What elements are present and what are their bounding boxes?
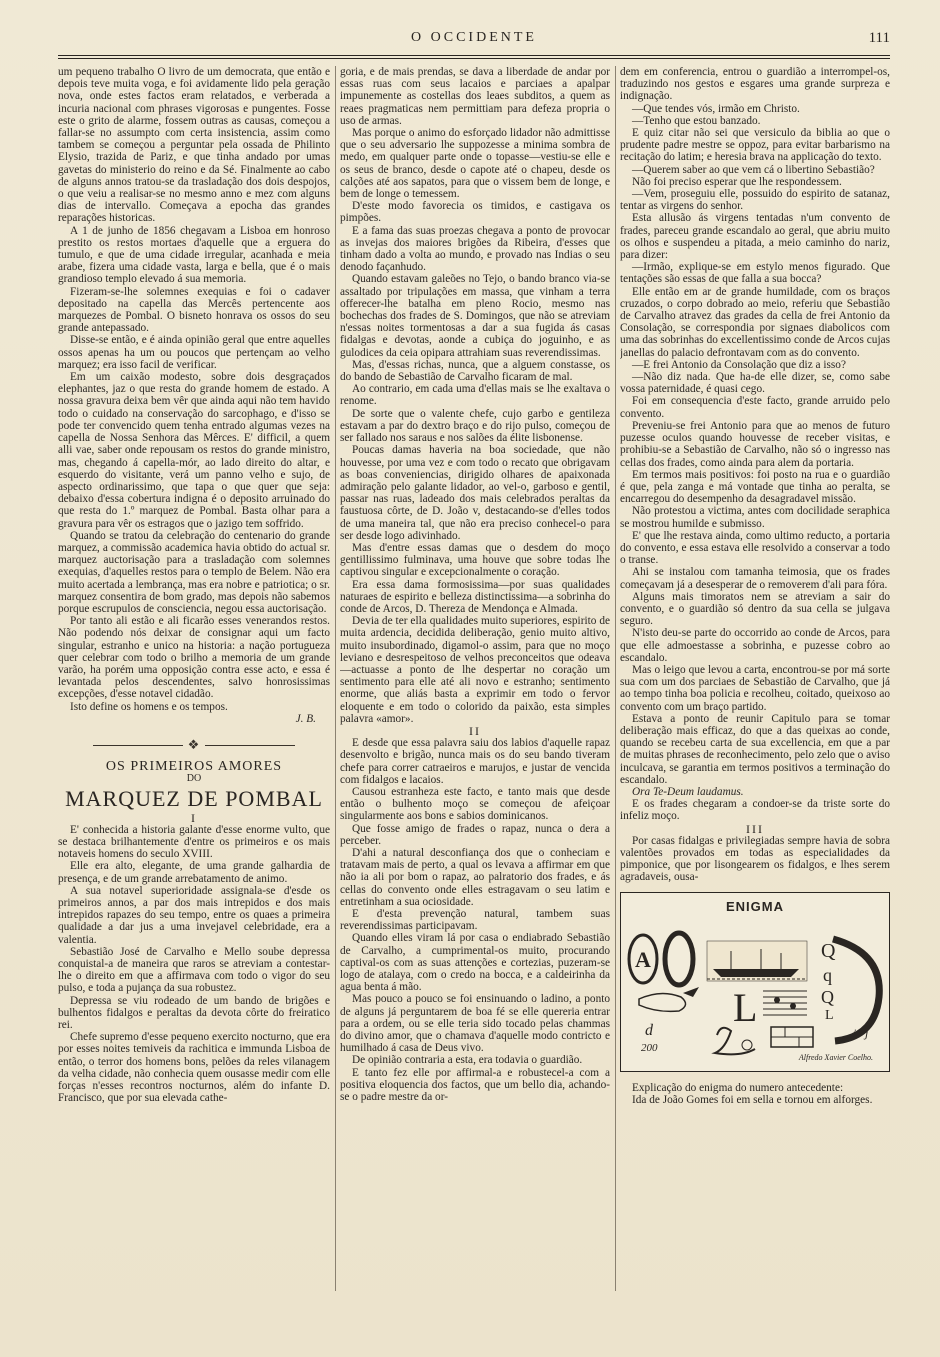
rebus-letter-d-small: d xyxy=(645,1021,653,1039)
enigma-credit: Alfredo Xavier Coelho. xyxy=(798,1053,873,1063)
paragraph: Quando se tratou da celebração do centenario do grande marquez, a commissão academica havia obtido do actual sr. marquez auctorisação para a trasladação com solemnes exequias, d'aquelles restos para o templo de Belem. Não era muito acertada a lembrança, mas era nobre e patriotica; o sr. marquez consentira de bom grado, mas depois não sabemos porque escrupulos de consciencia, negou essa auctorisação. xyxy=(58,529,330,615)
paragraph: E a fama das suas proezas chegava a ponto de provocar as invejas dos maiores brigões da Ribeira, d'esses que tinham dado a volta ao mundo, e provado nas Indias o seu denodo façanhudo. xyxy=(340,224,610,274)
publication-title: O OCCIDENTE xyxy=(411,30,537,45)
paragraph: Mas d'entre essas damas que o desdem do moço gentillissimo fulminava, uma houve que sobre todas lhe captivou singular e excepcionalmente o coração. xyxy=(340,541,610,579)
paragraph: Por casas fidalgas e privilegiadas sempre havia de sobra valentões provados em todas as especialidades da pimponice, que por lisongearem os fidalgos, e lhes serem agradaveis, ousa- xyxy=(620,834,890,884)
paragraph: Foi em consequencia d'este facto, grande arruido pelo convento. xyxy=(620,395,890,420)
section-number: III xyxy=(746,821,764,836)
paragraph: Ao contrario, em cada uma d'ellas mais se lhe exaltava o renome. xyxy=(340,383,610,408)
ship-hull-icon xyxy=(713,969,799,977)
paragraph: E' conhecida a historia galante d'esse enorme vulto, que se destaca brilhantemente d'entre os primeiros e os mais notaveis homens do seculo XVIII. xyxy=(58,823,330,861)
paragraph: N'isto deu-se parte do occorrido ao conde de Arcos, para que elle admoestasse a sobrinha, e puzesse cobro ao escandalo. xyxy=(620,627,890,664)
rebus-letter-j: j xyxy=(865,1025,869,1040)
paragraph: De opinião contraria a esta, era todavia o guardião. xyxy=(352,1054,583,1067)
section-number: II xyxy=(469,723,481,738)
rebus-letter-q: Q xyxy=(821,939,836,962)
paragraph: um pequeno trabalho O livro de um democrata, que então e depois teve muita voga, e foi avidamente lido pela geração nova, onde estes factos eram relatados, e verberada a incuria nacional com phrases vigorosas e pungentes. Fosse este o grito de alarme, fossem outras as causas, começou a fallar-se no assumpto com certa insistencia, assim como tambem se começou a perguntar pela ossada de Philinto Elysio, trazida de Pariz, e que tinha andado por umas gavetas do ministerio do reino e da Sé. Finalmente ao cabo de alguns annos tratou-se da trasladação dos dois despojos, o que veiu a realisar-se no mesmo anno e mez com alguns dias de intervallo. Começava a epocha das grandes reparações historicas. xyxy=(58,66,330,225)
paragraph: goria, e de mais prendas, se dava a liberdade de andar por essas ruas com seus lacaios e parciaes a apalpar impunemente as costellas dos leaes subditos, a quem as reaes pragmaticas nem permittiam para defeza propria o uso de armas. xyxy=(340,66,610,127)
paragraph: Não protestou a victima, antes com docilidade seraphica se mostrou humilde e submisso. xyxy=(620,505,890,530)
article-pretitle: OS PRIMEIROS AMORES xyxy=(105,759,283,775)
paragraph: Quando elles viram lá por casa o endiabrado Sebastião de Carvalho, a cumprimental-os muito, procurando captival-os com as suas attenções e cortezias, puzeram-se logo de atalaya, com o credo na bocca, e a caldeirinha da agua benta á mão. xyxy=(340,932,610,994)
page-header xyxy=(58,30,890,52)
paragraph: —Tenho que estou banzado. xyxy=(632,114,761,127)
column-divider-1 xyxy=(335,66,336,1291)
paragraph: Elle então em ar de grande humildade, com os braços cruzados, o corpo dobrado ao meio, referiu que Sebastião de Carvalho atravez das grades da cella de frei Antonio da Consolação, se correspondia por signaes diabolicos com uma das sobrinhas do excellentissimo conde de Arcos cujas janellas do palacio defrontavam com as do convento. xyxy=(620,285,890,359)
paragraph: Devia de ter ella qualidades muito superiores, espirito de muita ardencia, decidida deliberação, genio muito altivo, muito insubordinado, digamol-o assim, para que no moço leviano e desrespeitoso de velhos preconceitos que odeava—actuasse a ponto de lhe despertar no coração um sentimento para elle até ali novo e estranho; sentimento enorme, que aliás basta a exprimir em todo o fervor eloquente e em todo o colorido da paixão, esta simples palavra «amor». xyxy=(340,615,610,725)
paragraph: Ahi se instalou com tamanha teimosia, que os frades começavam já a desesperar de o removerem d'ali para fóra. xyxy=(620,566,890,591)
paragraph: Mas, d'essas richas, nunca, que a alguem constasse, os do bando de Sebastião de Carvalho ficaram de mal. xyxy=(340,358,610,384)
paragraph: Isto define os homens e os tempos. xyxy=(70,700,228,713)
enigma-title: ENIGMA xyxy=(726,898,784,914)
article-do: DO xyxy=(186,773,202,785)
section-ornament: ❖ xyxy=(58,739,330,751)
column-2 xyxy=(340,66,610,1291)
paragraph: Sebastião José de Carvalho e Mello soube depressa conquistal-a de maneira que raros se atreviam a contestar-lhe o direito em que a affirmava com todo o vigor do seu pulso, e toda a pujança da sua robustez. xyxy=(58,945,330,995)
paragraph: Em termos mais positivos: foi posto na rua e o guardião é que, pela zanga e má vontade que tinha ao peralta, se encarregou do desempenho da desagradavel missão. xyxy=(620,468,890,506)
paragraph: —Irmão, explique-se em estylo menos figurado. Que tentações são essas de que falla a sua bocca? xyxy=(620,261,890,286)
header-rule xyxy=(58,55,890,56)
rebus-letter-l: L xyxy=(733,984,758,1030)
rebus-letter-i: i xyxy=(853,1025,857,1040)
column-divider-2 xyxy=(615,66,616,1291)
paragraph: Elle era alto, elegante, de uma grande galhardia de presença, e de um grande arrebatamento de animo. xyxy=(58,860,330,885)
enigma-rebus-graphic xyxy=(621,893,889,1071)
hand-icon xyxy=(639,993,686,1011)
paragraph: Em um caixão modesto, sobre dois desgraçados elephantes, jaz o que resta do grande homem de estado. A nossa gravura deixa bem vêr que ainda aqui não tem havido todo o cuidado na conservação do sarcophago, e d'isso se pode ter convencido quem tenha entrado algumas vezes na capella de Nossa Senhora das Mêrces. E' difficil, a quem alli vae, saber onde repousam os restos do grande ministro, mas, chegando á capella-mór, ao lado direito do altar, e esquerdo do visitante, verá um panno velho e sujo, de aspecto ordinarissimo, que tapa o que quer que seja: debaixo d'essa cobertura indigna é o deposito arruinado do que resta do 1.º marquez de Pombal. Basta olhar para a gravura para vêr os estragos que o jazigo tem soffrido. xyxy=(58,371,330,530)
paragraph: Depressa se viu rodeado de um bando de brigões e bulhentos fidalgos e peraltas da devota côrte do freiratico rei. xyxy=(58,994,330,1032)
paragraph: E quiz citar não sei que versiculo da biblia ao que o prudente padre mestre se oppoz, para evitar barbarismo na recitação do latim; e heresia brava na applicação do texto. xyxy=(620,127,890,164)
paragraph: E os frades chegaram a condoer-se da triste sorte do infeliz moço. xyxy=(620,798,890,823)
header-rule-double xyxy=(58,58,890,59)
paragraph: E desde que essa palavra saiu dos labios d'aquelle rapaz desenvolto e brigão, nunca mais os do seu bando tiveram chefe para correr catraeiros e marujos, e justar de vencida com fidalgos e lacaios. xyxy=(340,737,610,786)
enigma-explication-label: Explicação do enigma do numero antecedente: xyxy=(632,1081,844,1094)
rebus-number: 200 xyxy=(641,1041,658,1054)
article-title: MARQUEZ DE POMBAL xyxy=(65,785,323,811)
ornate-letter-icon xyxy=(715,1027,755,1054)
paragraph: Fizeram-se-lhe solemnes exequias e foi o cadaver depositado na capella das Mercês pertencente aos marquezes de Pombal. O bisneto honrava os ossos do seu grande antepassado. xyxy=(58,285,330,335)
paragraph: —Querem saber ao que vem cá o libertino Sebastião? xyxy=(632,163,875,176)
paragraph: Alguns mais timoratos nem se atreviam a sair do convento, e o guardião só dentro da sua cella se julgava seguro. xyxy=(620,590,890,628)
paragraph: D'este modo favorecia os timidos, e castigava os pimpões. xyxy=(340,200,610,225)
small-circle-icon xyxy=(742,1040,752,1050)
paragraph: Mas o leigo que levou a carta, encontrou-se por má sorte sua com um dos parciaes de Sebastião de Carvalho, que já ao tempo tinha boa policia e recolheu, coitado, queixoso ao convento com um braço partido. xyxy=(620,663,890,713)
paragraph: Chefe supremo d'esse pequeno exercito nocturno, que era por esses noites temiveis da rachitica e immunda Lisboa de então, o terror dos homens bons, pelões da reles vilanagem da velha cidade, não conhecia quem ousasse medir com elle forças n'esses recontros nocturnos, além do infante D. Francisco, que por sua elevada cathe- xyxy=(58,1031,330,1105)
paragraph: —Que tendes vós, irmão em Christo. xyxy=(632,102,800,115)
paragraph: Era essa dama formosissima—por suas qualidades naturaes de espirito e belleza distinctissima—a sobrinha do conde de Arcos, D. Thereza de Mendonça e Almada. xyxy=(340,578,610,615)
enigma-explication-answer: Ida de João Gomes foi em sella e tornou em alforges. xyxy=(632,1093,873,1106)
author-signature: J. B. xyxy=(295,712,316,725)
bird-icon xyxy=(683,987,699,997)
paragraph: Estava a ponto de reunir Capitulo para se tomar deliberação mais efficaz, do que a das queixas ao conde, quando se recebeu carta de sua excellencia, em que a par de muitas phrases de reconhecimento, pelo zelo que o aviso inculcava, se garantia em termos positivos a terminação do escandalo. xyxy=(620,712,890,786)
paragraph: —Não diz nada. Que ha-de elle dizer, se, como sabe vossa paternidade, é quasi cego. xyxy=(620,371,890,396)
paragraph: E d'esta prevenção natural, tambem suas reverendissimas participavam. xyxy=(340,908,610,933)
rebus-letter-o xyxy=(665,933,693,985)
paragraph: dem em conferencia, entrou o guardião a interrompel-os, traduzindo nos gestos e esgares uma grande surpreza e indignação. xyxy=(620,66,890,103)
rebus-letter-q-small: q xyxy=(823,964,832,985)
paragraph: D'ahi a natural desconfiança dos que o conheciam e tratavam mais de perto, a qual os levava a affirmar em que não ia ali por bom o rapaz, ao palratorio dos frades, e ás cellas do convento onde elles estragavam o seu latim e entretinham a sua ociosidade. xyxy=(340,847,610,908)
paragraph: E' que lhe restava ainda, como ultimo reducto, a portaria do convento, e essa estava elle resolvido a conservar a todo o transe. xyxy=(620,529,890,567)
column-3 xyxy=(620,66,890,1291)
paragraph: Quando estavam galeões no Tejo, o bando branco via-se assaltado por tripulações em massa, que vinham a terra offerecer-lhe batalha em pleno Rocio, mesmo nas bochechas dos frades de S. Domingos, que não se atreviam n'essas noites tormentosas a dar a sua fugida ás casas fidalgas e devotas, aonde a cubiça do joguinho, e as gulodices da ceia opipara attrahiam suas reverendissimas. xyxy=(340,273,610,359)
paragraph: Disse-se então, e é ainda opinião geral que entre aquelles ossos apenas ha um ou poucos que pertençam ao velho marquez; era isso facil de verificar. xyxy=(58,334,330,371)
paragraph: —E frei Antonio da Consolação que diz a isso? xyxy=(632,358,846,371)
enigma-illustration xyxy=(620,892,890,1072)
paragraph: A sua notavel superioridade assignala-se d'esde os primeiros annos, a par dos mais intrepidos e dos mais intrepidos rapazes do seu tempo, entre os quaes a primeira qualidade a dar jus a uma invejavel celebridade, era a valentia. xyxy=(58,884,330,946)
paragraph: Causou estranheza este facto, e tanto mais que desde então o bulhento moço se começou de afeiçoar singularmente aos bons e sabios dominicanos. xyxy=(340,785,610,823)
paragraph: Poucas damas haveria na boa sociedade, que não houvesse, por uma vez e com todo o recato que obrigavam as boas conveniencias, dirigido olhares de apaixonada admiração pelo galante lidador, ao vel-o, garboso e gentil, passar nas ruas, ladeado dos mais celebrados peraltas da faustuosa côrte, de D. João v, destacando-se d'elles todos de uma maneira tal, que não era preciso conhecel-o para ser desde logo adivinhado. xyxy=(340,444,610,542)
paragraph: Que fosse amigo de frades o rapaz, nunca o dera a perceber. xyxy=(340,822,610,847)
paragraph: A 1 de junho de 1856 chegavam a Lisboa em honroso prestito os restos mortaes d'aquelle que a erguera do tumulo, e que de uma cidade irregular, acanhada e meia arabe, fizera uma cidade vasta, larga e bella, que é o mais grandioso templo elevado á sua memoria. xyxy=(58,224,330,286)
paragraph: Por tanto ali estão e ali ficarão esses venerandos restos. Não podendo nós deixar de consignar aqui um facto singular, estranho e unico na historia: a nação portugueza quer celebrar com todo o brilho a memoria de um grande varão, ha porém uma opposição contra esse acto, e essa é levantada pelos descendentes, salvo honrosissimas excepções, d'esse notavel cidadão. xyxy=(58,615,330,701)
rebus-letter-l-small: L xyxy=(825,1007,834,1023)
column-1 xyxy=(58,66,330,1291)
music-staff-icon xyxy=(763,991,807,1015)
paragraph: Mas pouco a pouco se foi ensinuando o ladino, a ponto de alguns já perguntarem de boa fé se elle quereria entrar para a ordem, ou se elle teria sido tocado pelas chammas do divino amor, que o chamava d'aquelle modo contricto e humilhado á casa de Deus vivo. xyxy=(340,993,610,1055)
paragraph: Preveniu-se frei Antonio para que ao menos de futuro puzesse oculos quando houvesse de receber visitas, e prohibiu-se a Sebastião de Carvalho, não só o ingresso nas cellas dos frades, como ainda para alem da portaria. xyxy=(620,419,890,469)
paragraph: Não foi preciso esperar que lhe respondessem. xyxy=(632,175,842,188)
paragraph: De sorte que o valente chefe, cujo garbo e gentileza estavam a par do dextro braço e do rijo pulso, começou de ser fallado nos saraus e nos salões da élite lisbonense. xyxy=(340,407,610,445)
paragraph: Mas porque o animo do esforçado lidador não admittisse que o seu adversario lhe suppozesse a minima sombra de medo, em qualquer parte onde o topasse—vestiu-se elle e os seus de branco, desde o capote até o chapeu, desde os calções até aos sapatos, para que o vissem bem de longe, e bem de longe o temessem. xyxy=(340,127,610,201)
paragraph: E tanto fez elle por affirmal-a e robustecel-a com a positiva eloquencia dos factos, que um bello dia, achando-se o padre mestre da or- xyxy=(340,1066,610,1104)
paragraph: Esta allusão ás virgens tentadas n'um convento de frades, pareceu grande escandalo ao geral, que abriu muito os olhos e suspendeu a pitada, a meio caminho do nariz, para dizer: xyxy=(620,212,890,262)
rebus-letter-a: A xyxy=(635,946,651,972)
paragraph: —Vem, proseguiu elle, possuido do espirito de satanaz, tentar as virgens do senhor. xyxy=(620,188,890,213)
paragraph: Ora Te-Deum laudamus. xyxy=(632,785,744,798)
rebus-letter-q: Q xyxy=(821,986,834,1007)
page-number: 111 xyxy=(868,30,890,46)
section-number: I xyxy=(191,810,197,825)
